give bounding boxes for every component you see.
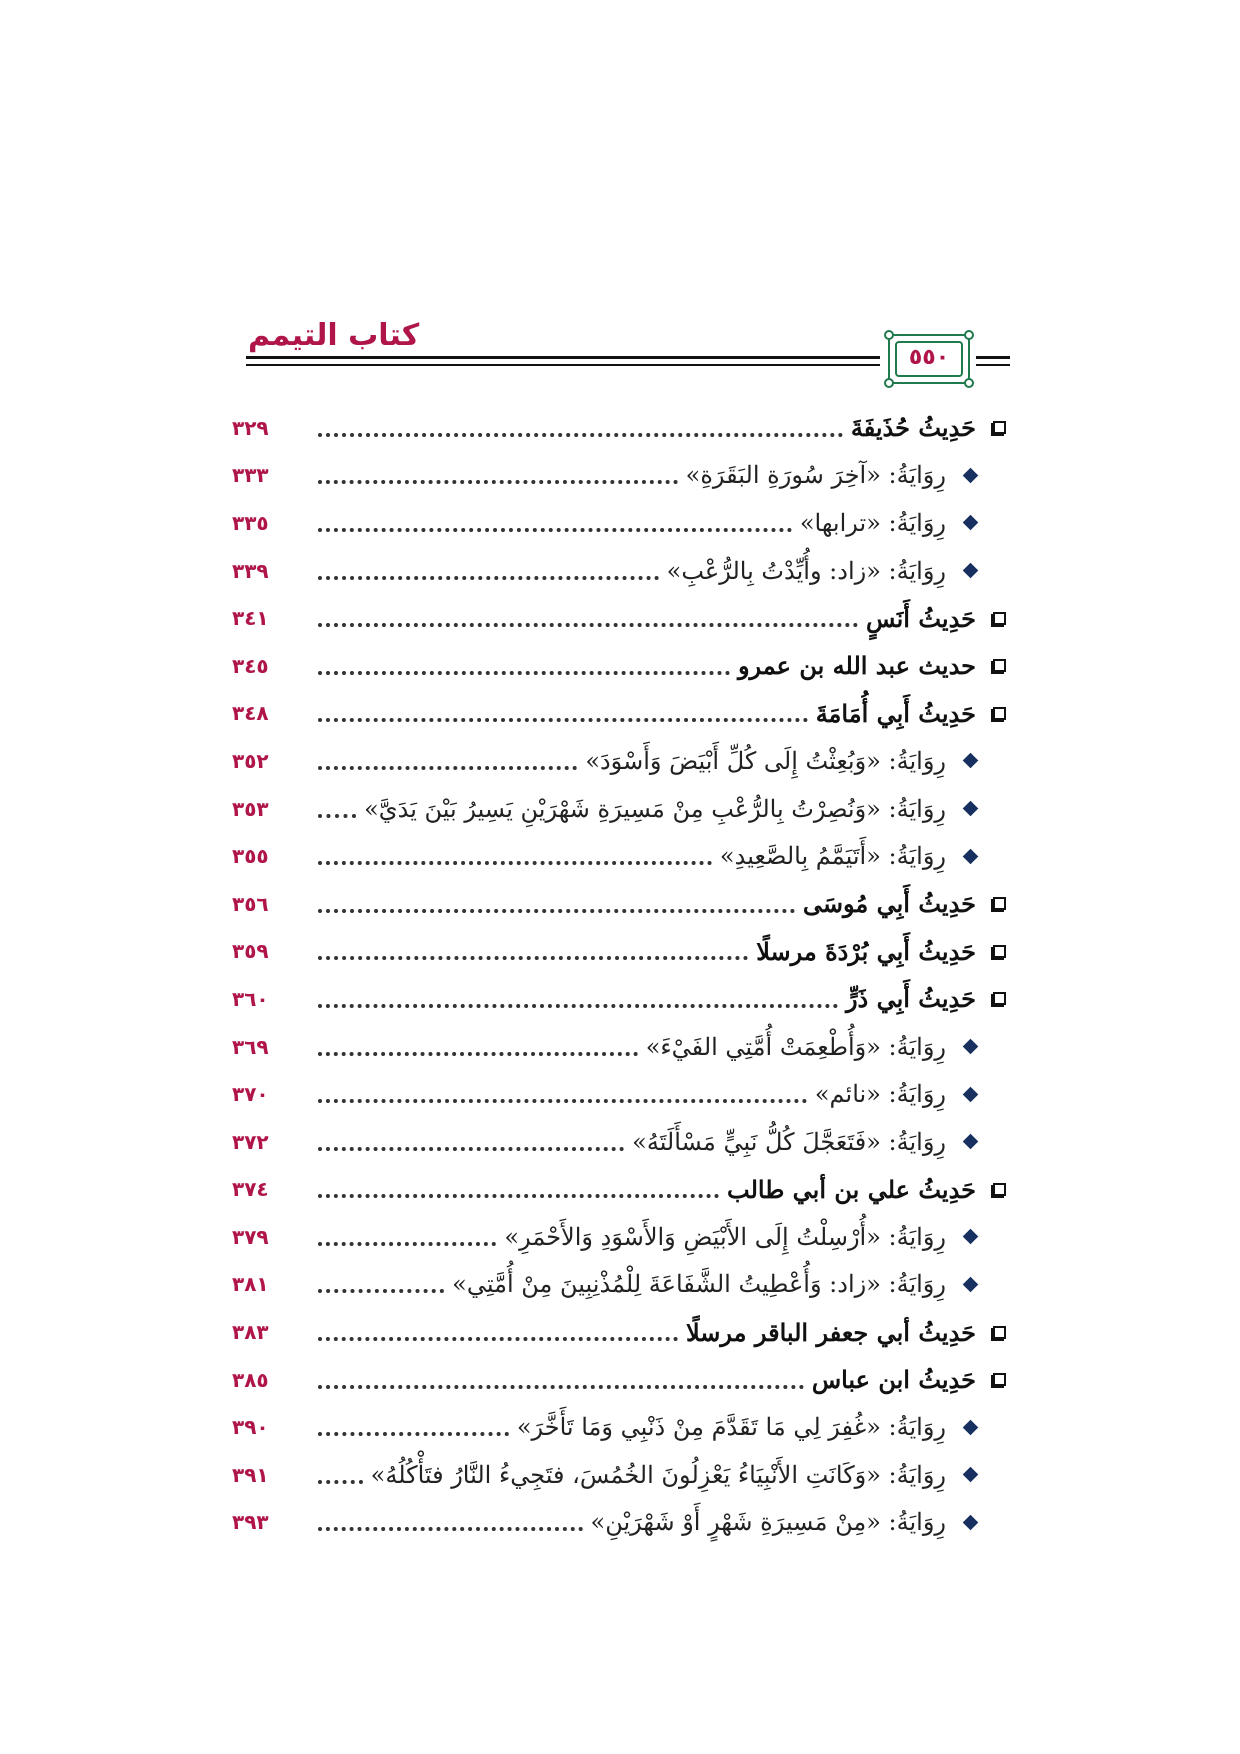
toc-page-number: ٣٥٥ bbox=[232, 844, 269, 869]
diamond-icon bbox=[963, 515, 979, 531]
diamond-icon bbox=[963, 1467, 979, 1483]
toc-heading-row[interactable] bbox=[232, 404, 1008, 452]
diamond-icon bbox=[963, 753, 979, 769]
toc-heading-row[interactable] bbox=[232, 1308, 1008, 1356]
dot-leader bbox=[318, 1048, 638, 1056]
dot-leader bbox=[318, 1381, 804, 1389]
diamond-bullet-icon bbox=[952, 565, 1008, 576]
toc-entry-title: رِوَايَةُ: «زاد: وَأُعْطِيتُ الشَّفَاعَةَ لِلْمُذْنِبِينَ مِنْ أُمَّتِي» bbox=[452, 1270, 946, 1299]
toc-riwaya-row[interactable] bbox=[232, 1403, 1008, 1451]
diamond-bullet-icon bbox=[952, 803, 1008, 814]
checkbox-square-icon bbox=[982, 945, 1008, 958]
toc-page-number: ٣٨١ bbox=[232, 1272, 269, 1297]
toc-page-number: ٣٣٣ bbox=[232, 463, 269, 488]
diamond-icon bbox=[963, 563, 979, 579]
toc-entry-title: حَدِيثُ علي بن أبي طالب bbox=[727, 1174, 976, 1204]
toc-riwaya-row[interactable] bbox=[232, 1451, 1008, 1499]
toc-entry-title: رِوَايَةُ: «آخِرَ سُورَةِ البَقَرَةِ» bbox=[685, 461, 946, 490]
dot-leader bbox=[318, 572, 659, 580]
dot-leader bbox=[318, 762, 577, 770]
toc-riwaya-row[interactable] bbox=[232, 452, 1008, 500]
dot-leader bbox=[318, 905, 795, 913]
ornament-corner bbox=[964, 330, 974, 340]
dot-leader bbox=[318, 524, 792, 532]
toc-page-number: ٣٦٩ bbox=[232, 1034, 269, 1059]
dot-leader bbox=[318, 619, 858, 627]
dot-leader bbox=[318, 810, 356, 818]
dot-leader bbox=[318, 1333, 678, 1341]
diamond-icon bbox=[963, 468, 979, 484]
checkbox-square-icon bbox=[982, 1373, 1008, 1386]
dot-leader bbox=[318, 1476, 363, 1484]
toc-page-number: ٣٤١ bbox=[232, 606, 269, 631]
ornament-corner bbox=[884, 330, 894, 340]
toc-page-number: ٣٩١ bbox=[232, 1462, 269, 1487]
toc-page-number: ٣٧٤ bbox=[232, 1177, 269, 1202]
dot-leader bbox=[318, 667, 730, 675]
checkbox-square-icon bbox=[982, 1326, 1008, 1339]
toc-riwaya-row[interactable] bbox=[232, 1213, 1008, 1261]
header-rule-thin bbox=[246, 364, 880, 366]
toc-page-number: ٣٩٣ bbox=[232, 1510, 269, 1535]
diamond-bullet-icon bbox=[952, 1279, 1008, 1290]
dot-leader bbox=[318, 1428, 509, 1436]
diamond-icon bbox=[963, 801, 979, 817]
toc-entry-title: رِوَايَةُ: «وَبُعِثْتُ إِلَى كُلِّ أَبْيَضَ وَأَسْوَدَ» bbox=[585, 746, 946, 775]
toc-riwaya-row[interactable] bbox=[232, 1070, 1008, 1118]
dot-leader bbox=[318, 476, 678, 484]
diamond-bullet-icon bbox=[952, 1231, 1008, 1242]
book-title: كتاب التيمم bbox=[248, 318, 420, 353]
toc-entry-title: حَدِيثُ حُذَيفَةَ bbox=[850, 413, 976, 443]
toc-entry-title: حَدِيثُ أَنَسٍ bbox=[866, 603, 976, 633]
toc-riwaya-row[interactable] bbox=[232, 547, 1008, 595]
page-number: ٥٥٠ bbox=[908, 345, 950, 370]
diamond-bullet-icon bbox=[952, 755, 1008, 766]
toc-entry-title: رِوَايَةُ: «غُفِرَ لِي مَا تَقَدَّمَ مِنْ ذَنْبِي وَمَا تَأَخَّرَ» bbox=[516, 1413, 946, 1442]
toc-heading-row[interactable] bbox=[232, 594, 1008, 642]
toc-page-number: ٣٦٠ bbox=[232, 986, 269, 1011]
square-bullet-icon bbox=[993, 992, 1006, 1005]
dot-leader bbox=[318, 1143, 624, 1151]
toc-entry-title: حَدِيثُ ابن عباس bbox=[811, 1365, 976, 1395]
toc-heading-row[interactable] bbox=[232, 1166, 1008, 1214]
toc-page-number: ٣٣٥ bbox=[232, 510, 269, 535]
diamond-bullet-icon bbox=[952, 1517, 1008, 1528]
toc-page-number: ٣٥٣ bbox=[232, 796, 269, 821]
toc-riwaya-row[interactable] bbox=[232, 1499, 1008, 1547]
diamond-bullet-icon bbox=[952, 851, 1008, 862]
toc-riwaya-row[interactable] bbox=[232, 1118, 1008, 1166]
toc-entry-title: رِوَايَةُ: «فَتَعَجَّلَ كُلُّ نَبِيٍّ مَسْأَلَتَهُ» bbox=[632, 1127, 946, 1156]
toc-page-number: ٣٨٣ bbox=[232, 1320, 269, 1345]
dot-leader bbox=[318, 1523, 583, 1531]
toc-page-number: ٣٣٩ bbox=[232, 558, 269, 583]
square-bullet-icon bbox=[993, 707, 1006, 720]
square-bullet-icon bbox=[993, 1326, 1006, 1339]
toc-heading-row[interactable] bbox=[232, 690, 1008, 738]
toc-heading-row[interactable] bbox=[232, 1356, 1008, 1404]
checkbox-square-icon bbox=[982, 612, 1008, 625]
dot-leader bbox=[318, 429, 843, 437]
toc-page-number: ٣٥٢ bbox=[232, 748, 269, 773]
toc-entry-title: رِوَايَةُ: «أُرْسِلْتُ إِلَى الأَبْيَضِ وَالأَسْوَدِ وَالأَحْمَرِ» bbox=[504, 1222, 946, 1251]
header-rule-right-thin bbox=[976, 364, 1010, 366]
dot-leader bbox=[318, 1095, 807, 1103]
toc-entry-title: حديث عبد الله بن عمرو bbox=[737, 651, 976, 681]
ornament-corner bbox=[964, 378, 974, 388]
toc-entry-title: رِوَايَةُ: «نائم» bbox=[814, 1080, 946, 1109]
toc-page-number: ٣٩٠ bbox=[232, 1415, 269, 1440]
checkbox-square-icon bbox=[982, 659, 1008, 672]
diamond-icon bbox=[963, 1039, 979, 1055]
square-bullet-icon bbox=[993, 897, 1006, 910]
toc-entry-title: رِوَايَةُ: «ترابها» bbox=[799, 508, 946, 537]
toc-page-number: ٣٨٥ bbox=[232, 1367, 269, 1392]
toc-riwaya-row[interactable] bbox=[232, 737, 1008, 785]
toc-page-number: ٣٥٩ bbox=[232, 939, 269, 964]
toc-riwaya-row[interactable] bbox=[232, 785, 1008, 833]
square-bullet-icon bbox=[993, 1183, 1006, 1196]
toc-heading-row[interactable] bbox=[232, 928, 1008, 976]
toc-entry-title: حَدِيثُ أَبِي ذَرٍّ bbox=[845, 984, 976, 1014]
dot-leader bbox=[318, 1000, 838, 1008]
toc-page-number: ٣٧٢ bbox=[232, 1129, 269, 1154]
dot-leader bbox=[318, 1238, 496, 1246]
header-rule bbox=[246, 356, 880, 359]
toc-riwaya-row[interactable] bbox=[232, 832, 1008, 880]
toc-entry-title: رِوَايَةُ: «وَكَانَتِ الأَنْبِيَاءُ يَعْزِلُونَ الخُمُسَ، فتَجِيءُ النَّارُ فتَأْكُلُهُ» bbox=[370, 1460, 946, 1489]
page-number-frame bbox=[888, 334, 970, 384]
toc-page-number: ٣٢٩ bbox=[232, 415, 269, 440]
toc-heading-row[interactable] bbox=[232, 642, 1008, 690]
page-header bbox=[230, 318, 1010, 384]
toc-entry-title: حَدِيثُ أَبِي بُرْدَةَ مرسلًا bbox=[756, 936, 976, 966]
diamond-bullet-icon bbox=[952, 1041, 1008, 1052]
diamond-bullet-icon bbox=[952, 1469, 1008, 1480]
diamond-icon bbox=[963, 848, 979, 864]
diamond-icon bbox=[963, 1134, 979, 1150]
diamond-icon bbox=[963, 1086, 979, 1102]
toc-entry-title: رِوَايَةُ: «وَأُطْعِمَتْ أُمَّتِي الفَيْءَ» bbox=[645, 1032, 946, 1061]
dot-leader bbox=[318, 1190, 719, 1198]
square-bullet-icon bbox=[993, 945, 1006, 958]
diamond-bullet-icon bbox=[952, 517, 1008, 528]
dot-leader bbox=[318, 1285, 444, 1293]
toc-heading-row[interactable] bbox=[232, 880, 1008, 928]
toc-entry-title: حَدِيثُ أبي جعفر الباقر مرسلًا bbox=[685, 1317, 976, 1347]
checkbox-square-icon bbox=[982, 992, 1008, 1005]
table-of-contents bbox=[232, 404, 1008, 1546]
diamond-icon bbox=[963, 1229, 979, 1245]
toc-riwaya-row[interactable] bbox=[232, 1023, 1008, 1071]
square-bullet-icon bbox=[993, 1373, 1006, 1386]
toc-page-number: ٣٥٦ bbox=[232, 891, 269, 916]
diamond-icon bbox=[963, 1515, 979, 1531]
toc-entry-title: رِوَايَةُ: «مِنْ مَسِيرَةِ شَهْرٍ أَوْ شَهْرَيْنِ» bbox=[590, 1508, 946, 1537]
diamond-bullet-icon bbox=[952, 470, 1008, 481]
square-bullet-icon bbox=[993, 659, 1006, 672]
diamond-bullet-icon bbox=[952, 1136, 1008, 1147]
toc-entry-title: رِوَايَةُ: «زاد: وأُيِّدْتُ بِالرُّعْبِ» bbox=[666, 556, 946, 585]
toc-entry-title: رِوَايَةُ: «أَتَيَمَّمُ بِالصَّعِيدِ» bbox=[719, 842, 946, 871]
toc-entry-title: حَدِيثُ أَبِي مُوسَى bbox=[802, 889, 976, 919]
toc-page-number: ٣٤٥ bbox=[232, 653, 269, 678]
square-bullet-icon bbox=[993, 612, 1006, 625]
toc-page-number: ٣٧٠ bbox=[232, 1082, 269, 1107]
toc-heading-row[interactable] bbox=[232, 975, 1008, 1023]
ornament-corner bbox=[884, 378, 894, 388]
checkbox-square-icon bbox=[982, 421, 1008, 434]
toc-page-number: ٣٧٩ bbox=[232, 1224, 269, 1249]
header-rule-right bbox=[976, 356, 1010, 359]
toc-page-number: ٣٤٨ bbox=[232, 701, 269, 726]
toc-riwaya-row[interactable] bbox=[232, 1261, 1008, 1309]
diamond-icon bbox=[963, 1277, 979, 1293]
toc-riwaya-row[interactable] bbox=[232, 499, 1008, 547]
dot-leader bbox=[318, 714, 808, 722]
toc-entry-title: حَدِيثُ أَبِي أُمَامَةَ bbox=[815, 698, 976, 728]
toc-entry-title: رِوَايَةُ: «وَنُصِرْتُ بِالرُّعْبِ مِنْ مَسِيرَةِ شَهْرَيْنِ يَسِيرُ بَيْنَ يَدَيَّ» bbox=[364, 794, 946, 823]
diamond-bullet-icon bbox=[952, 1089, 1008, 1100]
checkbox-square-icon bbox=[982, 1183, 1008, 1196]
checkbox-square-icon bbox=[982, 707, 1008, 720]
diamond-icon bbox=[963, 1419, 979, 1435]
dot-leader bbox=[318, 857, 712, 865]
checkbox-square-icon bbox=[982, 897, 1008, 910]
square-bullet-icon bbox=[993, 421, 1006, 434]
diamond-bullet-icon bbox=[952, 1422, 1008, 1433]
dot-leader bbox=[318, 952, 748, 960]
